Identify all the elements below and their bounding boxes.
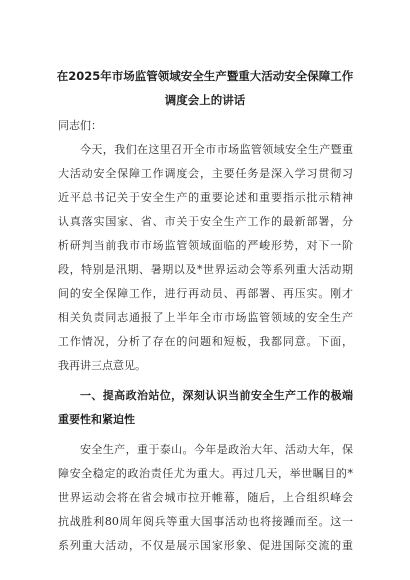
paragraph-2-line: 世界运动会将在省会城市拉开帷幕，随后，上合组织峰会 [58, 491, 353, 504]
paragraph-1-line: 间的安全保障工作，进行再动员、再部署、再压实。刚才 [58, 287, 353, 300]
paragraph-1-line: 近平总书记关于安全生产的重要论述和重要指示批示精神 [58, 191, 353, 204]
paragraph-1-line: 工作情况，分析了存在的问题和短板，我都同意。下面， [58, 335, 353, 348]
document-title-line-1: 在2025年市场监管领域安全生产暨重大活动安全保障工作 [56, 69, 354, 83]
document-title-line-2: 调度会上的讲话 [164, 93, 246, 107]
paragraph-2-line: 安全生产，重于泰山。今年是政治大年、活动大年，保 [80, 443, 353, 456]
paragraph-1-line: 认真落实国家、省、市关于安全生产工作的最新部署，分 [58, 215, 353, 228]
section-1-heading-line: 重要性和紧迫性 [58, 413, 135, 426]
paragraph-2-line: 抗战胜利80周年阅兵等重大国事活动也将接踵而至。这一 [58, 515, 353, 528]
paragraph-2-line: 系列重大活动，不仅是展示国家形象、促进国际交流的重 [58, 539, 353, 552]
paragraph-1-line: 相关负责同志通报了上半年全市市场监管领域的安全生产 [58, 311, 353, 324]
paragraph-1-line: 段，特别是汛期、暑期以及*世界运动会等系列重大活动期 [58, 263, 353, 276]
paragraph-1-line: 我再讲三点意见。 [58, 359, 146, 372]
paragraph-1-line: 大活动安全保障工作调度会，主要任务是深入学习贯彻习 [58, 167, 353, 180]
paragraph-1-line: 析研判当前我市市场监管领域面临的严峻形势，对下一阶 [58, 239, 353, 252]
greeting: 同志们： [58, 119, 102, 132]
section-1-heading-line: 一、提高政治站位，深刻认识当前安全生产工作的极端 [80, 389, 353, 402]
paragraph-1-line: 今天，我们在这里召开全市市场监管领域安全生产暨重 [80, 143, 353, 156]
paragraph-2-line: 障安全稳定的政治责任尤为重大。再过几天，举世瞩目的* [58, 467, 353, 480]
